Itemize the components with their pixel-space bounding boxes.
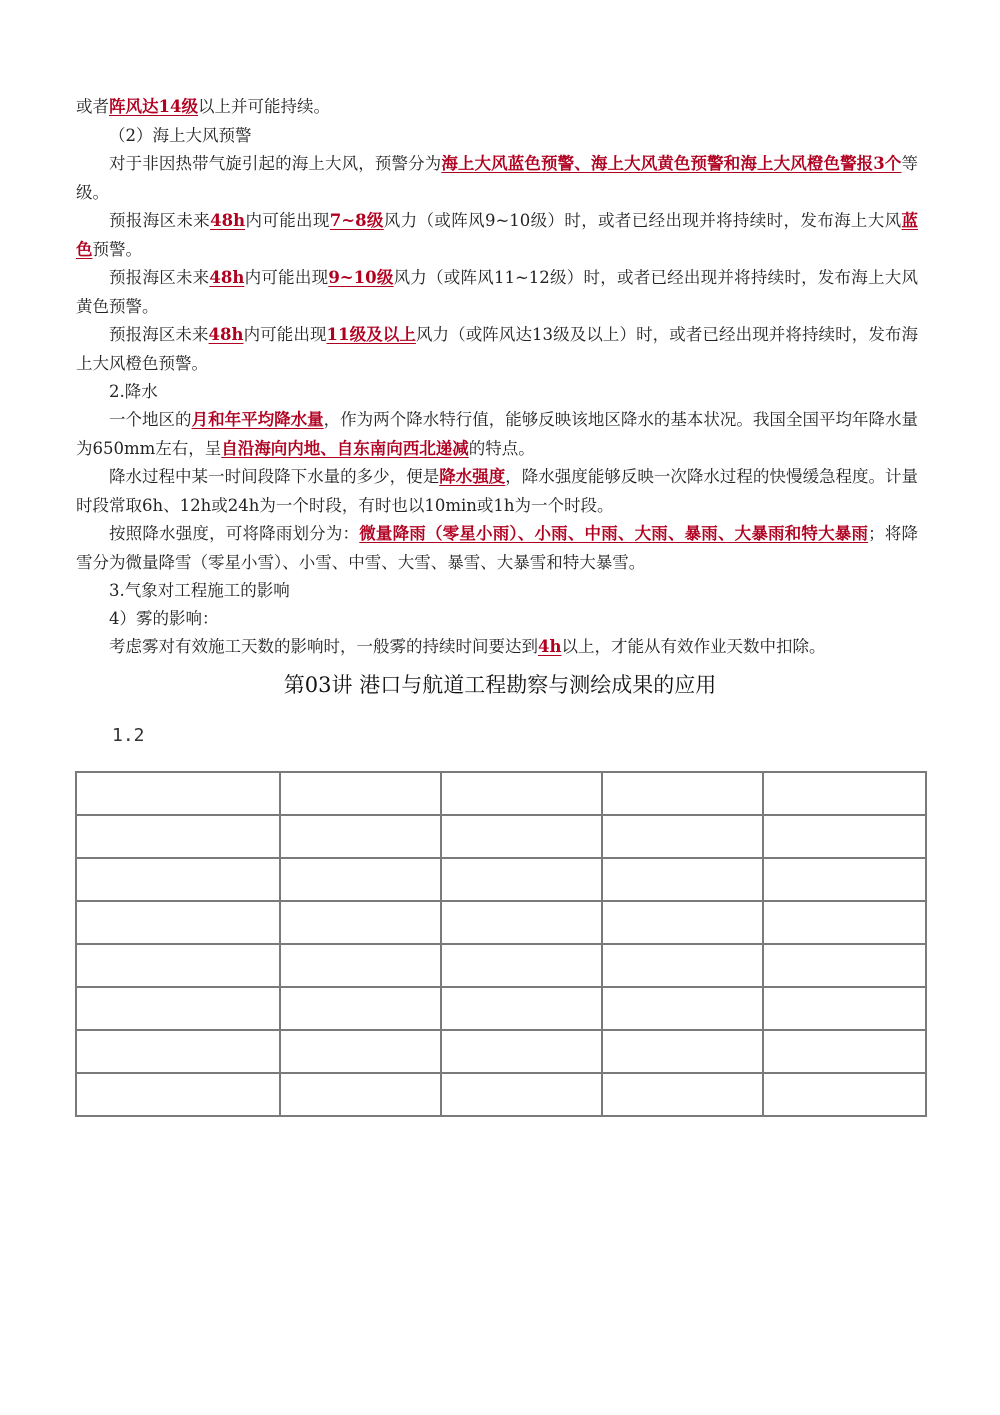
paragraph-blue-warning (76, 207, 918, 264)
text-run: （2）海上大风预警 (109, 126, 252, 145)
paragraph-warning-levels (76, 150, 918, 207)
text-run: 内可能出现 (245, 211, 330, 230)
table-cell (441, 772, 602, 815)
table-cell (76, 944, 280, 987)
text-run: 的特点。 (468, 438, 535, 458)
text-run: 预报海区未来 (109, 325, 209, 344)
text-run: 考虑雾对有效施工天数的影响时，一般雾的持续时间要达到 (109, 637, 538, 656)
table-cell (441, 1073, 602, 1116)
table-cell (280, 1030, 441, 1073)
paragraph-fog (76, 633, 918, 662)
highlight-text: 9~10级 (328, 268, 394, 287)
table-cell (280, 944, 441, 987)
text-run: 或者 (76, 97, 109, 116)
highlight-text: 11级及以上 (326, 325, 416, 344)
table-cell (763, 815, 926, 858)
text-run: ；将降雪分为微量降雪（零星小雪）、小雪、中雪、大雪、暴雪、大暴雪和特大暴雪。 (76, 524, 919, 572)
table-cell (76, 772, 280, 815)
text-run: 2.降水 (109, 382, 158, 401)
table-cell (441, 944, 602, 987)
table-cell (441, 987, 602, 1030)
table-cell (602, 772, 763, 815)
highlight-text: 48h (208, 325, 244, 344)
table-cell (441, 901, 602, 944)
heading-weather-impact (76, 577, 918, 606)
highlight-text: 48h (210, 211, 246, 230)
text-run: 内可能出现 (244, 268, 329, 287)
table-cell (76, 858, 280, 901)
table-cell (763, 858, 926, 901)
table-cell (76, 815, 280, 858)
table-cell (76, 1073, 280, 1116)
table-row (76, 944, 926, 987)
table-cell (763, 1073, 926, 1116)
table-cell (763, 1030, 926, 1073)
section-title: 第03讲 港口与航道工程勘察与测绘成果的应用 (283, 673, 717, 697)
table-cell (280, 1073, 441, 1116)
paragraph-precipitation-intensity (76, 463, 918, 520)
text-run: 降水过程中某一时间段降下水量的多少，便是 (109, 467, 440, 486)
table-cell (76, 901, 280, 944)
text-run: 预报海区未来 (109, 268, 210, 287)
paragraph-rainfall-classes (76, 520, 918, 577)
table-cell (76, 1030, 280, 1073)
text-run: 等级。 (76, 154, 919, 202)
text-run: 预报海区未来 (109, 211, 211, 230)
paragraph-gust (76, 93, 918, 122)
highlight-text: 海上大风蓝色预警、海上大风黄色预警和海上大风橙色警报3个 (441, 154, 902, 173)
highlight-text: 自沿海向内地、自东南向西北递减 (221, 438, 469, 458)
table-row (76, 1073, 926, 1116)
table-cell (602, 1030, 763, 1073)
table-row (76, 987, 926, 1030)
text-run: 按照降水强度，可将降雨划分为： (109, 524, 360, 543)
text-run: ，降水强度能够反映一次降水过程的快慢缓急程度。计量时段常取6h、12h或24h为一个时段，有时也以10min或1h为一个时段。 (76, 467, 919, 515)
text-run: ，作为两个降水特行值，能够反映该地区降水的基本状况。我国全国平均年降水量为650mm左右，呈 (76, 410, 919, 458)
highlight-text: 微量降雨（零星小雨）、小雨、中雨、大雨、暴雨、大暴雨和特大暴雨 (359, 524, 869, 543)
paragraph-yellow-warning (76, 264, 918, 321)
table-cell (280, 772, 441, 815)
text-run: 对于非因热带气旋引起的海上大风，预警分为 (109, 154, 442, 173)
highlight-text: 阵风达14级 (109, 97, 198, 116)
highlight-text: 4h (538, 637, 562, 656)
table-cell (602, 944, 763, 987)
table-cell (763, 901, 926, 944)
table-cell (280, 901, 441, 944)
text-run: 4）雾的影响： (109, 609, 219, 628)
table-cell (280, 815, 441, 858)
table-cell (441, 815, 602, 858)
text-run: 预警。 (92, 239, 142, 259)
text-run: 风力（或阵风11~12级）时，或者已经出现并将持续时，发布海上大风黄色预警。 (76, 268, 918, 316)
empty-table (75, 771, 927, 1117)
table-cell (441, 1030, 602, 1073)
text-run: 内可能出现 (243, 325, 327, 344)
table-row (76, 772, 926, 815)
table-cell (280, 858, 441, 901)
table-cell (441, 858, 602, 901)
heading-sea-wind-warning (76, 122, 918, 151)
highlight-text: 蓝色 (76, 211, 919, 259)
table-row (76, 815, 926, 858)
paragraph-precipitation-amount (76, 406, 918, 463)
table-row (76, 1030, 926, 1073)
subsection-number: 1.2 (112, 725, 145, 746)
table-cell (763, 987, 926, 1030)
text-run: 一个地区的 (109, 410, 192, 429)
highlight-text: 48h (209, 268, 245, 287)
text-run: 以上并可能持续。 (197, 97, 330, 116)
highlight-text: 7~8级 (329, 211, 384, 230)
text-run: 风力（或阵风9~10级）时，或者已经出现并将持续时，发布海上大风 (383, 211, 902, 230)
text-run: 3.气象对工程施工的影响 (109, 581, 290, 600)
table-cell (602, 858, 763, 901)
highlight-text: 月和年平均降水量 (191, 410, 324, 429)
text-run: 以上，才能从有效作业天数中扣除。 (561, 637, 826, 656)
highlight-text: 降水强度 (439, 467, 506, 486)
table-row (76, 858, 926, 901)
text-run: 风力（或阵风达13级及以上）时，或者已经出现并将持续时，发布海上大风橙色预警。 (76, 325, 918, 373)
table-cell (602, 1073, 763, 1116)
heading-precipitation (76, 378, 918, 407)
paragraph-orange-warning (76, 321, 918, 378)
table-row (76, 901, 926, 944)
table-cell (280, 987, 441, 1030)
table-cell (76, 987, 280, 1030)
table-cell (602, 987, 763, 1030)
table-cell (602, 901, 763, 944)
table-cell (763, 944, 926, 987)
heading-fog-impact (76, 605, 918, 634)
table-cell (602, 815, 763, 858)
table-cell (763, 772, 926, 815)
